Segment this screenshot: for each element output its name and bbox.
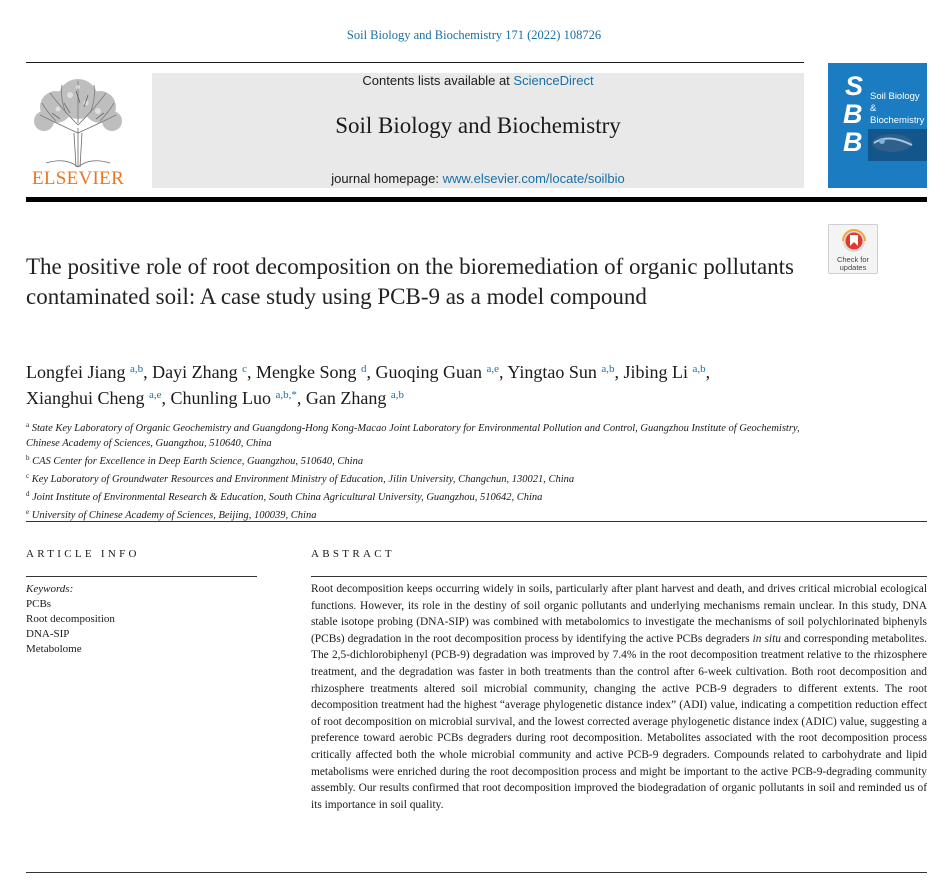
affiliation-text: Key Laboratory of Groundwater Resources and Environment Ministry of Education, Jilin University, Changchun, 130021, China bbox=[31, 474, 575, 485]
keyword-item[interactable]: PCBs bbox=[26, 598, 52, 610]
header-thick-rule bbox=[26, 197, 927, 202]
header-top-rule bbox=[26, 62, 804, 63]
abstract-heading: ABSTRACT bbox=[311, 548, 395, 560]
journal-homepage-line bbox=[152, 171, 804, 186]
affiliation-item bbox=[26, 469, 816, 487]
contents-available-line bbox=[152, 73, 804, 88]
affiliation-text: Joint Institute of Environmental Research & Education, South China Agricultural University, Guangzhou, 510642, China bbox=[32, 492, 543, 503]
abstract-body bbox=[311, 581, 927, 813]
author-list: Longfei Jiang $^{a,b}$, Dayi Zhang $^c$, Mengke Song $^d$, Guoqing Guan $^{a,e}$, Yingtao Sun $^{a,b}$, Jibing Li $^{a,b}$, Xianghui Cheng $^{a,e}$, Chunling Luo $^{a,b,*}$, Gan Zhang $^{a,b}$ bbox=[26, 362, 711, 408]
author-affiliation-marker[interactable]: a,b bbox=[129, 363, 144, 375]
keyword-item[interactable]: Root decomposition bbox=[26, 613, 115, 625]
author-name[interactable]: Dayi Zhang bbox=[152, 362, 238, 382]
check-updates-icon bbox=[829, 225, 879, 257]
keyword-item[interactable]: Metabolome bbox=[26, 643, 82, 655]
author-affiliation-marker[interactable]: d bbox=[361, 363, 367, 375]
affiliation-item bbox=[26, 418, 816, 451]
affiliation-text: State Key Laboratory of Organic Geochemistry and Guangdong-Hong Kong-Macao Joint Laboratory for Environmental Pollution and Control, Guangzhou Institute of Geochemistry, Chinese Academy of Sciences, Guangzhou, 510640, China bbox=[26, 423, 800, 449]
homepage-prefix: journal homepage: bbox=[331, 171, 443, 186]
journal-cover-thumbnail[interactable] bbox=[828, 63, 927, 188]
abstract-italic-term: in situ bbox=[752, 632, 781, 645]
journal-homepage-link[interactable]: www.elsevier.com/locate/soilbio bbox=[442, 171, 625, 186]
keywords-block bbox=[26, 582, 115, 657]
cover-letter-b2: B bbox=[843, 127, 863, 157]
article-title: The positive role of root decomposition on the bioremediation of organic pollutants contaminated soil: A case study using PCB-9 as a model compound bbox=[26, 254, 794, 309]
author-name[interactable]: Jibing Li bbox=[623, 362, 689, 382]
check-updates-line2: updates bbox=[839, 263, 867, 272]
abstract-text-part1: Root decomposition keeps occurring widely in soils, particularly after plant harvest and death, and drives critical microbial ecological functions. However, its role in the destiny of soil organic pollutants and underlying mechanisms remain unclear. In this study, DNA stable isotope probing (DNA-SIP) was combined with metabolomics to investigate the mechanisms of soil polychlorinated biphenyls (PCBs) degradation in the root decomposition process by identifying the active PCBs degraders bbox=[311, 583, 927, 645]
contents-prefix: Contents lists available at bbox=[362, 73, 514, 88]
article-info-rule bbox=[26, 576, 257, 577]
check-updates-line1: Check for bbox=[836, 255, 870, 264]
author-affiliation-marker[interactable]: a,e bbox=[486, 363, 500, 375]
affiliation-text: CAS Center for Excellence in Deep Earth Science, Guangzhou, 510640, China bbox=[32, 456, 364, 467]
article-info-heading: ARTICLE INFO bbox=[26, 548, 140, 560]
bottom-rule bbox=[26, 872, 927, 873]
affiliation-item bbox=[26, 487, 816, 505]
affiliation-key: b bbox=[26, 454, 30, 462]
author-name[interactable]: Mengke Song bbox=[256, 362, 357, 382]
cover-title-line2: Biochemistry bbox=[870, 115, 925, 126]
cover-letter-s: S bbox=[845, 71, 864, 101]
section-divider bbox=[26, 521, 927, 522]
author-name[interactable]: Guoqing Guan bbox=[375, 362, 482, 382]
author-affiliation-marker[interactable]: a,b bbox=[692, 363, 706, 375]
check-for-updates-button[interactable] bbox=[828, 224, 878, 274]
cover-title bbox=[870, 91, 927, 127]
author-name[interactable]: Xianghui Cheng bbox=[26, 388, 145, 408]
journal-citation[interactable]: Soil Biology and Biochemistry 171 (2022) 108726 bbox=[346, 28, 602, 42]
affiliation-key: a bbox=[26, 421, 30, 429]
author-affiliation-marker[interactable]: a,b bbox=[390, 389, 405, 401]
author-name[interactable]: Yingtao Sun bbox=[507, 362, 597, 382]
cover-title-line1: Soil Biology & bbox=[870, 91, 920, 114]
check-updates-label bbox=[829, 256, 877, 272]
affiliation-text: University of Chinese Academy of Sciences, Beijing, 100039, China bbox=[31, 510, 317, 521]
journal-header-box bbox=[152, 73, 804, 188]
journal-title: Soil Biology and Biochemistry bbox=[335, 113, 621, 138]
affiliation-item bbox=[26, 451, 816, 469]
author-name[interactable]: Longfei Jiang bbox=[26, 362, 126, 382]
affiliation-key: d bbox=[26, 490, 30, 498]
affiliation-key: e bbox=[26, 508, 30, 516]
author-affiliation-marker[interactable]: a,b bbox=[601, 363, 615, 375]
elsevier-wordmark: ELSEVIER bbox=[31, 168, 125, 189]
author-affiliation-marker[interactable]: a,e bbox=[149, 389, 162, 401]
author-affiliation-marker[interactable]: a,b,* bbox=[275, 389, 297, 401]
abstract-text-part2: and corresponding metabolites. The 2,5-dichlorobiphenyl (PCB-9) degradation was improved by 7.4% in the root decomposition treatment relative to the rhizosphere treatment, and the degradation was faster in both treatments than the control after 6-week cultivation. Both root decomposition and rhizosphere treatments altered soil microbial community, changing the active PCB-9 degraders to different extents. The root decomposition treatment had the highest “average phylogenetic distance index” (ADI) value, indicating a competition reduction effect of root decomposition on microbial survival, and the lowest corrected average phylogenetic distance index (ADIC) value, suggesting a preference toward aerobic PCBs degraders during root decomposition. Metabolites associated with the root decomposition process critically affected both the whole microbial community and active PCB-9 degraders. Compounds related to carbohydrate and lipid metabolisms were enriched during the root decomposition process and might be important to the active PCB-9-degrading community assembly. Our results confirmed that root decomposition improved the biodegradation of organic pollutants in soil and reminded us of its importance in soil quality. bbox=[311, 632, 927, 811]
author-name[interactable]: Chunling Luo bbox=[170, 388, 272, 408]
author-name[interactable]: Gan Zhang bbox=[305, 388, 387, 408]
author-affiliation-marker[interactable]: c bbox=[242, 363, 247, 375]
keyword-item[interactable]: DNA-SIP bbox=[26, 628, 70, 640]
keywords-label: Keywords: bbox=[26, 583, 74, 595]
affiliation-key: c bbox=[26, 472, 30, 480]
affiliation-list bbox=[26, 418, 816, 523]
abstract-rule bbox=[311, 576, 927, 577]
cover-letter-b1: B bbox=[843, 99, 863, 129]
sciencedirect-link[interactable]: ScienceDirect bbox=[513, 73, 594, 88]
